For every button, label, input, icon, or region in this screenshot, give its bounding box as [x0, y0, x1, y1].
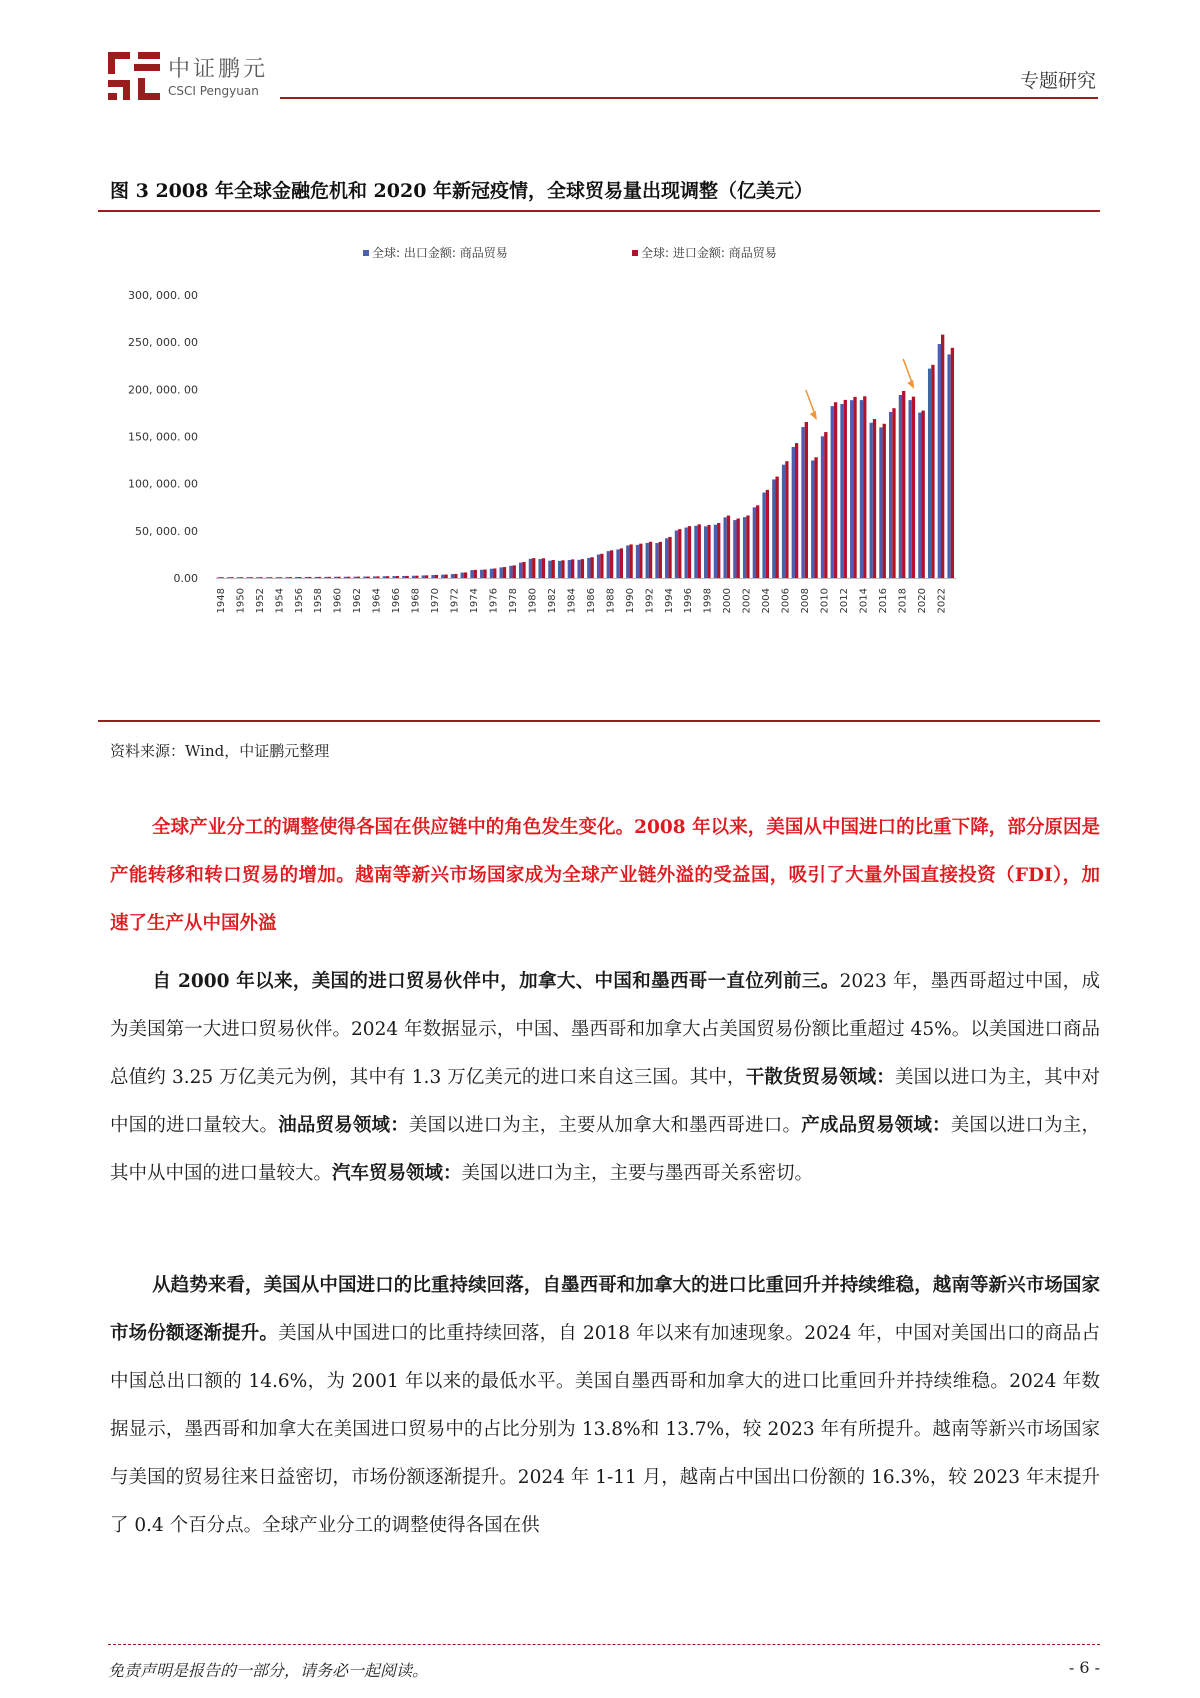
export-bar	[889, 412, 892, 578]
x-tick-label: 1958	[313, 588, 325, 614]
export-bar	[305, 577, 308, 578]
x-tick-label: 1970	[430, 588, 442, 614]
export-bar	[636, 545, 639, 578]
y-tick-label: 300, 000. 00	[128, 289, 198, 302]
export-bar	[363, 577, 366, 578]
import-bar	[678, 529, 681, 578]
import-bar	[503, 567, 506, 578]
export-bar	[558, 561, 561, 578]
import-bar	[376, 576, 379, 578]
import-bar	[883, 424, 886, 578]
import-bar	[328, 577, 331, 578]
import-bar	[386, 576, 389, 578]
import-bar	[367, 577, 370, 578]
import-bar	[590, 557, 593, 578]
x-tick-label: 1948	[215, 588, 227, 614]
export-bar	[908, 400, 911, 578]
x-tick-label: 2008	[800, 588, 812, 614]
export-bar	[840, 404, 843, 578]
import-bar	[795, 443, 798, 578]
trade-bar-chart	[98, 240, 1100, 680]
x-tick-label: 2010	[819, 588, 831, 614]
export-bar	[509, 566, 512, 578]
import-bar	[230, 577, 233, 578]
export-bar	[392, 576, 395, 578]
import-bar	[620, 548, 623, 578]
trend-arrow-line	[903, 359, 912, 383]
export-bar	[811, 460, 814, 578]
x-tick-label: 2018	[897, 588, 909, 614]
auto-text: 美国以进口为主，主要与墨西哥关系密切。	[461, 1163, 814, 1184]
export-bar	[665, 538, 668, 578]
export-bar	[879, 427, 882, 578]
y-tick-label: 150, 000. 00	[128, 430, 198, 444]
export-bar	[344, 577, 347, 578]
import-bar	[425, 575, 428, 578]
import-bar	[931, 365, 934, 578]
import-bar	[707, 525, 710, 578]
import-bar	[240, 577, 243, 578]
x-tick-label: 1954	[274, 588, 286, 614]
brand-name-en: CSCI Pengyuan	[168, 84, 259, 98]
x-tick-label: 1990	[624, 588, 636, 614]
import-bar	[269, 577, 272, 578]
export-bar	[792, 447, 795, 578]
export-bar	[704, 526, 707, 578]
auto-label: 汽车贸易领域：	[332, 1163, 462, 1184]
export-bar	[918, 413, 921, 578]
import-bar	[571, 559, 574, 578]
page-number: - 6 -	[1068, 1658, 1100, 1677]
export-bar	[850, 400, 853, 578]
export-bar	[870, 423, 873, 578]
export-bar	[577, 560, 580, 578]
import-bar	[737, 518, 740, 578]
export-bar	[237, 577, 240, 578]
x-tick-label: 1950	[235, 588, 247, 614]
import-bar	[902, 391, 905, 578]
y-tick-label: 50, 000. 00	[135, 524, 198, 538]
export-bar	[860, 400, 863, 578]
y-tick-label: 100, 000. 00	[128, 477, 198, 491]
export-bar	[714, 525, 717, 578]
export-bar	[441, 575, 444, 578]
import-bar	[220, 577, 223, 578]
export-bar	[461, 573, 464, 578]
paragraph-trend	[110, 1262, 1100, 1550]
export-bar	[831, 406, 834, 578]
import-bar	[844, 400, 847, 578]
export-bar	[723, 517, 726, 578]
legend-export-swatch	[363, 250, 369, 256]
x-tick-label: 1976	[488, 588, 500, 614]
import-bar	[522, 562, 525, 578]
x-tick-label: 2012	[839, 588, 851, 614]
finished-goods-label: 产成品贸易领域：	[801, 1115, 951, 1136]
export-bar	[646, 543, 649, 578]
import-bar	[610, 550, 613, 578]
export-bar	[694, 526, 697, 578]
x-tick-label: 2022	[936, 588, 948, 614]
legend-import-label: 全球: 进口金额: 商品贸易	[641, 246, 777, 260]
import-bar	[766, 490, 769, 578]
export-bar	[538, 559, 541, 578]
import-bar	[600, 554, 603, 578]
import-bar	[483, 570, 486, 578]
import-bar	[259, 577, 262, 578]
export-bar	[480, 570, 483, 578]
import-bar	[756, 505, 759, 578]
export-bar	[256, 577, 259, 578]
export-bar	[568, 560, 571, 578]
import-bar	[698, 524, 701, 578]
export-bar	[431, 575, 434, 578]
export-bar	[548, 561, 551, 578]
x-tick-label: 1960	[332, 588, 344, 614]
export-bar	[899, 395, 902, 578]
x-tick-label: 1982	[546, 588, 558, 614]
import-bar	[532, 558, 535, 578]
x-tick-label: 2004	[761, 588, 773, 614]
oil-label: 油品贸易领域：	[278, 1115, 409, 1136]
export-bar	[373, 576, 376, 578]
partners-text-1: 2023 年，墨西哥超过中国，成为美国第一大进口贸易伙伴。2024 年数据显示，中国、墨西哥和加拿大占美国贸易份额比重超过 45%。以美国进口商品总值约 3.25 万亿美元为例，其中有 1.3 万亿美元的进口来自这三国。其中，	[110, 971, 1101, 1088]
footer-divider	[108, 1644, 1100, 1645]
import-bar	[892, 408, 895, 578]
y-tick-label: 0.00	[173, 572, 198, 585]
x-tick-label: 2014	[858, 588, 870, 614]
export-bar	[772, 479, 775, 578]
import-bar	[357, 577, 360, 578]
export-bar	[412, 576, 415, 578]
export-bar	[217, 577, 220, 578]
import-bar	[639, 544, 642, 578]
import-bar	[717, 523, 720, 578]
export-bar	[616, 549, 619, 578]
x-tick-label: 2002	[741, 588, 753, 614]
footer-disclaimer: 免责声明是报告的一部分，请务必一起阅读。	[108, 1661, 429, 1680]
export-bar	[500, 567, 503, 578]
x-tick-label: 1980	[527, 588, 539, 614]
import-bar	[396, 576, 399, 578]
import-bar	[834, 402, 837, 578]
export-bar	[801, 427, 804, 578]
y-tick-label: 200, 000. 00	[128, 383, 198, 397]
export-bar	[402, 576, 405, 578]
export-bar	[334, 577, 337, 578]
import-bar	[435, 575, 438, 578]
x-tick-label: 1972	[449, 588, 461, 614]
csci-logo-icon	[108, 50, 160, 102]
x-tick-label: 1984	[566, 588, 578, 614]
import-bar	[454, 574, 457, 578]
import-bar	[912, 397, 915, 578]
red-summary-text: 全球产业分工的调整使得各国在供应链中的角色发生变化。2008 年以来，美国从中国进口的比重下降，部分原因是产能转移和转口贸易的增加。越南等新兴市场国家成为全球产业链外溢的受益国，吸引了大量外国直接投资（FDI），加速了生产从中国外溢	[110, 817, 1100, 934]
finished-goods-text: 美国以进口为主，其中从中国的进口量较大。	[110, 1115, 1100, 1184]
import-bar	[873, 419, 876, 578]
export-bar	[821, 436, 824, 578]
import-bar	[474, 570, 477, 578]
import-bar	[629, 544, 632, 578]
import-bar	[922, 411, 925, 578]
import-bar	[775, 477, 778, 578]
x-tick-label: 1996	[683, 588, 695, 614]
x-tick-label: 2016	[877, 588, 889, 614]
legend-import-swatch	[632, 250, 638, 256]
import-bar	[279, 577, 282, 578]
import-bar	[746, 515, 749, 578]
export-bar	[753, 507, 756, 578]
paragraph-partners	[110, 958, 1100, 1198]
figure-top-rule	[98, 210, 1100, 212]
import-bar	[298, 577, 301, 578]
import-bar	[542, 558, 545, 578]
import-bar	[289, 577, 292, 578]
import-bar	[444, 575, 447, 578]
import-bar	[308, 577, 311, 578]
figure-title: 图 3 2008 年全球金融危机和 2020 年新冠疫情，全球贸易量出现调整（亿美元）	[110, 180, 814, 202]
import-bar	[250, 577, 253, 578]
import-bar	[464, 572, 467, 578]
export-bar	[928, 369, 931, 578]
x-tick-label: 2006	[780, 588, 792, 614]
document-type: 专题研究	[1019, 70, 1096, 92]
export-bar	[266, 577, 269, 578]
export-bar	[947, 354, 950, 578]
export-bar	[675, 530, 678, 578]
export-bar	[383, 576, 386, 578]
import-bar	[493, 568, 496, 578]
export-bar	[285, 577, 288, 578]
import-bar	[649, 542, 652, 578]
trend-arrow-head	[810, 411, 817, 420]
export-bar	[315, 577, 318, 578]
import-bar	[552, 560, 555, 578]
x-tick-label: 1998	[702, 588, 714, 614]
export-bar	[938, 344, 941, 578]
export-bar	[607, 551, 610, 578]
export-bar	[422, 575, 425, 578]
trend-text: 美国从中国进口的比重持续回落，自 2018 年以来有加速现象。2024 年，中国对美国出口的商品占中国总出口额的 14.6%，为 2001 年以来的最低水平。美国自墨西哥和加拿大的进口比重回升并持续维稳。2024 年数据显示，墨西哥和加拿大在美国进口贸易中的占比分别为 13.8%和 13.7%，较 2023 年有所提升。越南等新兴市场国家与美国的贸易往来日益密切，市场份额逐渐提升。2024 年 1-11 月，越南占中国出口份额的 16.3%，较 2023 年末提升了 0.4 个百分点。全球产业分工的调整使得各国在供	[110, 1323, 1100, 1536]
x-tick-label: 1956	[293, 588, 305, 614]
x-tick-label: 1952	[254, 588, 266, 614]
export-bar	[227, 577, 230, 578]
import-bar	[347, 577, 350, 578]
trend-arrow-head	[907, 380, 914, 389]
import-bar	[337, 577, 340, 578]
import-bar	[561, 560, 564, 578]
import-bar	[941, 335, 944, 578]
x-tick-label: 1968	[410, 588, 422, 614]
figure-source: 资料来源：Wind，中证鹏元整理	[110, 742, 330, 760]
import-bar	[659, 542, 662, 578]
export-bar	[733, 520, 736, 578]
trend-lead: 从趋势来看，美国从中国进口的比重持续回落，自墨西哥和加拿大的进口比重回升并持续维稳，越南等新兴市场国家市场份额逐渐提升。	[110, 1275, 1100, 1344]
export-bar	[470, 570, 473, 578]
export-bar	[743, 517, 746, 578]
figure-bottom-rule	[98, 720, 1100, 722]
x-tick-label: 1994	[663, 588, 675, 614]
y-tick-label: 250, 000. 00	[128, 336, 198, 350]
export-bar	[762, 493, 765, 578]
import-bar	[318, 577, 321, 578]
import-bar	[863, 396, 866, 578]
import-bar	[668, 537, 671, 578]
legend-export-label: 全球: 出口金额: 商品贸易	[372, 246, 508, 260]
import-bar	[727, 516, 730, 578]
import-bar	[785, 461, 788, 578]
export-bar	[276, 577, 279, 578]
paragraph-red-summary	[110, 804, 1100, 948]
header-divider	[280, 97, 1098, 99]
export-bar	[490, 569, 493, 578]
import-bar	[951, 348, 954, 578]
import-bar	[814, 457, 817, 578]
export-bar	[529, 559, 532, 578]
export-bar	[597, 555, 600, 578]
x-tick-label: 1978	[507, 588, 519, 614]
x-tick-label: 1992	[644, 588, 656, 614]
export-bar	[246, 577, 249, 578]
x-tick-label: 1962	[352, 588, 364, 614]
import-bar	[824, 432, 827, 578]
x-tick-label: 1988	[605, 588, 617, 614]
export-bar	[626, 545, 629, 578]
export-bar	[685, 528, 688, 578]
x-tick-label: 1964	[371, 588, 383, 614]
import-bar	[415, 576, 418, 578]
x-tick-label: 2000	[722, 588, 734, 614]
import-bar	[853, 397, 856, 578]
dry-bulk-label: 干散货贸易领域：	[745, 1067, 895, 1088]
import-bar	[688, 526, 691, 578]
dry-bulk-text: 美国以进口为主，其中对中国的进口量较大。	[110, 1067, 1100, 1136]
export-bar	[587, 558, 590, 578]
brand-name-cn: 中证鹏元	[168, 57, 269, 82]
export-bar	[324, 577, 327, 578]
x-tick-label: 1986	[585, 588, 597, 614]
x-tick-label: 1974	[469, 588, 481, 614]
export-bar	[295, 577, 298, 578]
oil-text: 美国以进口为主，主要从加拿大和墨西哥进口。	[408, 1115, 802, 1136]
x-tick-label: 1966	[391, 588, 403, 614]
import-bar	[405, 576, 408, 578]
import-bar	[581, 559, 584, 578]
export-bar	[655, 543, 658, 578]
export-bar	[451, 574, 454, 578]
partners-lead: 自 2000 年以来，美国的进口贸易伙伴中，加拿大、中国和墨西哥一直位列前三。	[152, 971, 840, 992]
trend-arrow-line	[806, 390, 815, 414]
import-bar	[513, 565, 516, 578]
import-bar	[805, 422, 808, 578]
export-bar	[519, 563, 522, 578]
x-tick-label: 2020	[916, 588, 928, 614]
export-bar	[353, 577, 356, 578]
export-bar	[782, 465, 785, 578]
